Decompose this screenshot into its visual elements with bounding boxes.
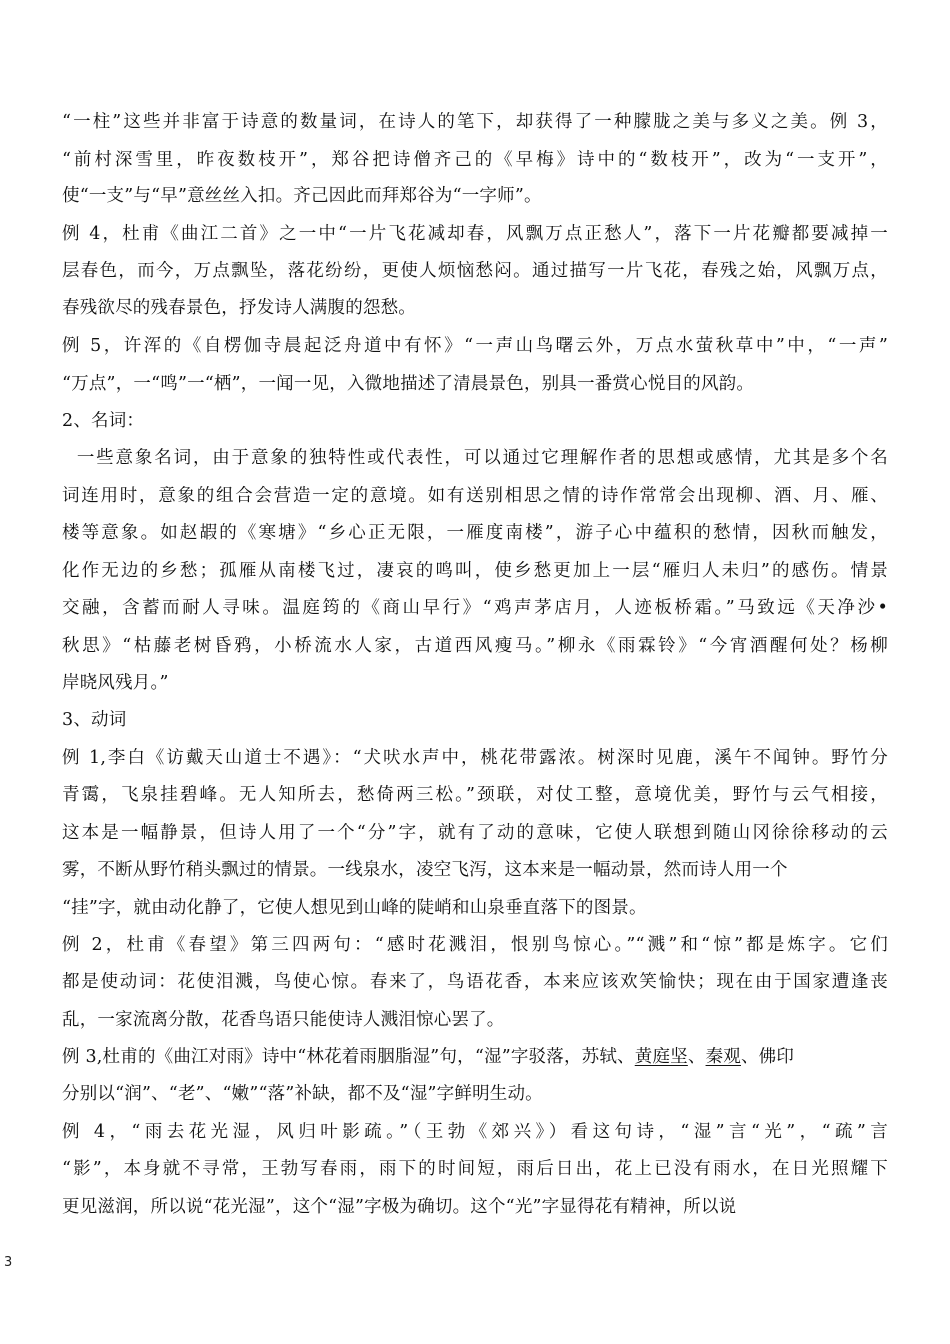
text-line: 例 4，“雨去花光湿，风归叶影疏。”（王勃《郊兴》）看这句诗，“湿”言“光”，“疏”言 (62, 1122, 888, 1142)
text-line: 化作无边的乡愁；孤雁从南楼飞过，凄哀的鸣叫，使乡愁更加上一层“雁归人未归”的感伤。情景 (62, 561, 888, 581)
text-line: 这本是一幅静景，但诗人用了一个“分”字，就有了动的意味，它使人联想到随山冈徐徐移动的云 (62, 823, 888, 843)
text-line: 例 1,李白《访戴天山道士不遇》：“犬吠水声中，桃花带露浓。树深时见鹿，溪午不闻钟。野竹分 (62, 748, 888, 768)
text-line: 雾，不断从野竹稍头飘过的情景。一线泉水，凌空飞泻，这本来是一幅动景，然而诗人用一个 (62, 860, 788, 880)
text-line: 例 4，杜甫《曲江二首》之一中“一片飞花减却春，风飘万点正愁人”，落下一片花瓣都要减掉一 (62, 224, 888, 244)
text-line: “万点”，一“鸣”一“栖”，一闻一见，入微地描述了清晨景色，别具一番赏心悦目的风韵。 (62, 374, 755, 394)
text-line: 都是使动词：花使泪溅，鸟使心惊。春来了，鸟语花香，本来应该欢笑愉快；现在由于国家遭逢丧 (62, 972, 888, 992)
link-huang-tingjian[interactable]: 黄庭坚 (634, 1047, 688, 1067)
text-line: 使“一支”与“早”意丝丝入扣。齐己因此而拜郑谷为“一字师”。 (62, 186, 542, 206)
text-segment: 、佛印 (740, 1047, 795, 1067)
text-line: 例 2，杜甫《春望》第三四两句：“感时花溅泪，恨别鸟惊心。”“溅”和“惊”都是炼字。它们 (62, 935, 888, 955)
text-segment: 、 (687, 1047, 706, 1067)
text-line: 一些意象名词，由于意象的独特性或代表性，可以通过它理解作者的思想或感情，尤其是多个名 (62, 448, 888, 468)
text-segment: 例 3,杜甫的《曲江对雨》诗中“林花着雨胭脂湿”句，“湿”字驳落，苏轼、 (62, 1047, 635, 1067)
text-line: 楼等意象。如赵嘏的《寒塘》“乡心正无限，一雁度南楼”，游子心中蕴积的愁情，因秋而触发， (62, 523, 888, 543)
text-line: “一柱”这些并非富于诗意的数量词，在诗人的笔下，却获得了一种朦胧之美与多义之美。例 3， (62, 112, 888, 132)
text-line: 层春色，而今，万点飘坠，落花纷纷，更使人烦恼愁闷。通过描写一片飞花，春残之始，风飘万点， (62, 261, 888, 281)
text-line: “挂”字，就由动化静了，它使人想见到山峰的陡峭和山泉垂直落下的图景。 (62, 898, 647, 918)
text-line: 更见滋润，所以说“花光湿”，这个“湿”字极为确切。这个“光”字显得花有精神，所以说 (62, 1197, 737, 1217)
section-heading: 3、动词 (62, 710, 127, 730)
text-line: “影”，本身就不寻常，王勃写春雨，雨下的时间短，雨后日出，花上已没有雨水，在日光照耀下 (62, 1159, 888, 1179)
text-line: 岸晓风残月。” (62, 673, 169, 693)
text-line: “前村深雪里，昨夜数枝开”，郑谷把诗僧齐己的《早梅》诗中的“数枝开”，改为“一支开”， (62, 150, 888, 170)
page-number: 3 (4, 1255, 13, 1270)
text-line: 春残欲尽的残春景色，抒发诗人满腹的怨愁。 (62, 298, 416, 318)
text-line: 秋思》“枯藤老树昏鸦，小桥流水人家，古道西风瘦马。”柳永《雨霖铃》“今宵酒醒何处？杨柳 (62, 636, 888, 656)
text-line: 分别以“润”、“老”、“嫩”“落”补缺，都不及“湿”字鲜明生动。 (62, 1084, 543, 1104)
text-line: 乱，一家流离分散，花香鸟语只能使诗人溅泪惊心罢了。 (62, 1010, 505, 1030)
link-qin-guan[interactable]: 秦观 (705, 1047, 741, 1067)
text-line: 例 5，许浑的《自楞伽寺晨起泛舟道中有怀》“一声山鸟曙云外，万点水萤秋草中”中，“一声” (62, 336, 888, 356)
text-line (62, 1045, 794, 1069)
section-heading: 2、名词： (62, 411, 145, 431)
text-line: 青霭，飞泉挂碧峰。无人知所去，愁倚两三松。”颈联，对仗工整，意境优美，野竹与云气相接， (62, 785, 888, 805)
text-line: 交融，含蓄而耐人寻味。温庭筠的《商山早行》“鸡声茅店月，人迹板桥霜。”马致远《天净沙• (62, 598, 888, 618)
text-line: 词连用时，意象的组合会营造一定的意境。如有送别相思之情的诗作常常会出现柳、酒、月、雁、 (62, 486, 888, 506)
